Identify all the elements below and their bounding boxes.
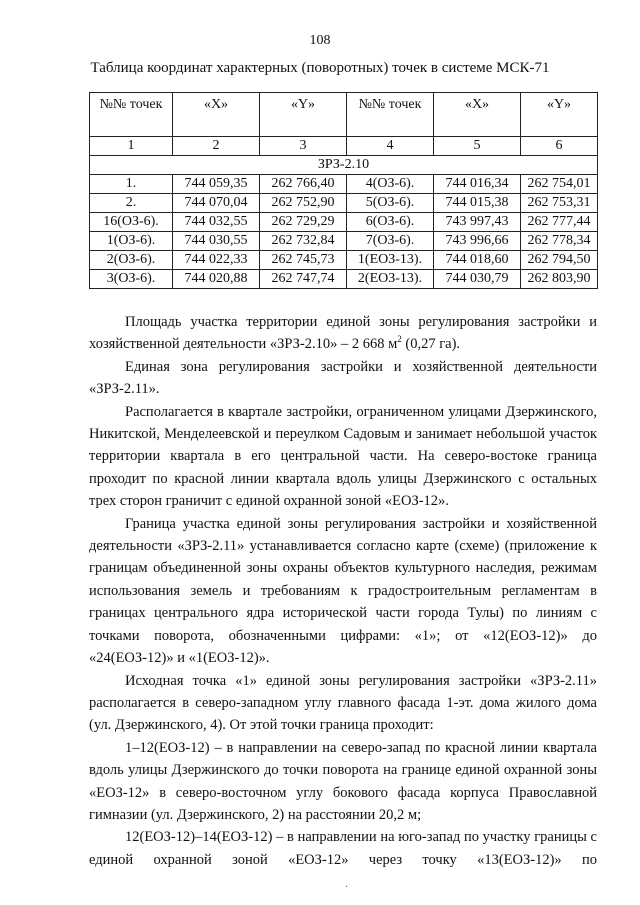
- header-cell: №№ точек: [347, 93, 434, 137]
- table-row: [90, 213, 598, 232]
- paragraph-start-point: Исходная точка «1» единой зоны регулирования застройки «ЗРЗ-2.11» располагается в северо-западном углу главного фасада 1-эт. дома жилого дома (ул. Дзержинского, 4). От этой точки граница проходит:: [89, 672, 597, 734]
- paragraph-segment-1: 1–12(ЕОЗ-12) – в направлении на северо-запад по красной линии квартала вдоль улицы Дзержинского до точки поворота на границе единой охранной зоны «ЕОЗ-12» в северо-восточном углу бокового фасада корпуса Православной гимназии (ул. Дзержинского, 2) на расстоянии 20,2 м;: [89, 739, 597, 823]
- table-row: [90, 251, 598, 270]
- table-cell: 262 754,01: [521, 175, 598, 194]
- table-cell: 743 997,43: [434, 213, 521, 232]
- table-cell: 262 745,73: [260, 251, 347, 270]
- header-cell: «Х»: [434, 93, 521, 137]
- column-number: 5: [434, 137, 521, 156]
- coordinates-table: [89, 92, 598, 289]
- area-text: Площадь участка территории единой зоны регулирования застройки и хозяйственной деятельности «ЗРЗ-2.10» – 2 668 м: [89, 314, 597, 353]
- table-row: [90, 232, 598, 251]
- table-row: [90, 270, 598, 289]
- table-cell: 743 996,66: [434, 232, 521, 251]
- header-cell: №№ точек: [90, 93, 173, 137]
- column-number-row: [90, 137, 598, 156]
- table-cell: 262 777,44: [521, 213, 598, 232]
- table-cell: 262 803,90: [521, 270, 598, 289]
- table-cell: 3(ОЗ-6).: [90, 270, 173, 289]
- table-row: [90, 194, 598, 213]
- table-cell: 744 070,04: [173, 194, 260, 213]
- table-title: Таблица координат характерных (поворотных) точек в системе МСК-71: [90, 60, 550, 76]
- scan-mark: ·: [345, 882, 349, 893]
- paragraph-segment-2: 12(ЕОЗ-12)–14(ЕОЗ-12) – в направлении на юго-запад по участку границы с единой охранной зоной «ЕОЗ-12» через точку «13(ЕОЗ-12)» по: [89, 829, 597, 868]
- table-cell: 262 766,40: [260, 175, 347, 194]
- table-cell: 2(ЕОЗ-13).: [347, 270, 434, 289]
- header-cell: «Y»: [260, 93, 347, 137]
- table-cell: 744 015,38: [434, 194, 521, 213]
- table-cell: 744 030,55: [173, 232, 260, 251]
- header-cell: «Y»: [521, 93, 598, 137]
- table-cell: 744 018,60: [434, 251, 521, 270]
- table-cell: 7(ОЗ-6).: [347, 232, 434, 251]
- page-number: 108: [309, 33, 331, 48]
- area-text-end: (0,27 га).: [401, 336, 461, 353]
- table-cell: 2(ОЗ-6).: [90, 251, 173, 270]
- table-cell: 1(ОЗ-6).: [90, 232, 173, 251]
- table-row: [90, 175, 598, 194]
- table-cell: 262 729,29: [260, 213, 347, 232]
- column-number: 1: [90, 137, 173, 156]
- table-cell: 4(ОЗ-6).: [347, 175, 434, 194]
- table-cell: 262 753,31: [521, 194, 598, 213]
- column-number: 6: [521, 137, 598, 156]
- table-cell: 6(ОЗ-6).: [347, 213, 434, 232]
- table-cell: 744 020,88: [173, 270, 260, 289]
- area-unit-superscript: 2: [397, 334, 402, 345]
- table-cell: 5(ОЗ-6).: [347, 194, 434, 213]
- table-cell: 262 732,84: [260, 232, 347, 251]
- table-cell: 262 747,74: [260, 270, 347, 289]
- column-number: 4: [347, 137, 434, 156]
- table-cell: 744 032,55: [173, 213, 260, 232]
- body-text: [89, 311, 597, 871]
- table-cell: 16(ОЗ-6).: [90, 213, 173, 232]
- table-cell: 744 022,33: [173, 251, 260, 270]
- table-header-row: [90, 93, 598, 137]
- paragraph-boundary: Граница участка единой зоны регулирования застройки и хозяйственной деятельности «ЗРЗ-2.11» устанавливается согласно карте (схеме) (приложение к границам объединенной зоны охраны объектов культурного наследия, режимам использования земель и требованиям к градостроительным регламентам в границах центрального ядра исторической части города Тулы) по линиям с точками поворота, обозначенными цифрами: «1»; от «12(ЕОЗ-12)» до «24(ЕОЗ-12)» и «1(ЕОЗ-12)».: [89, 515, 597, 667]
- zone-row: [90, 156, 598, 175]
- column-number: 2: [173, 137, 260, 156]
- table-cell: 744 030,79: [434, 270, 521, 289]
- paragraph-zone-heading: Единая зона регулирования застройки и хозяйственной деятельности «ЗРЗ-2.11».: [89, 358, 597, 398]
- column-number: 3: [260, 137, 347, 156]
- table-cell: 262 752,90: [260, 194, 347, 213]
- header-cell: «Х»: [173, 93, 260, 137]
- table-cell: 744 059,35: [173, 175, 260, 194]
- table-cell: 1(ЕОЗ-13).: [347, 251, 434, 270]
- table-cell: 262 778,34: [521, 232, 598, 251]
- table-cell: 262 794,50: [521, 251, 598, 270]
- zone-label: ЗРЗ-2.10: [90, 156, 598, 175]
- table-cell: 2.: [90, 194, 173, 213]
- table-cell: 1.: [90, 175, 173, 194]
- paragraph-area: [89, 311, 597, 356]
- table-cell: 744 016,34: [434, 175, 521, 194]
- paragraph-location: Располагается в квартале застройки, ограниченном улицами Дзержинского, Никитской, Менделеевской и переулком Садовым и занимает небольшой участок территории квартала в его центральной части. На северо-востоке граница проходит по красной линии квартала вдоль улицы Дзержинского с остальных трех сторон граничит с единой охранной зоной «ЕОЗ-12».: [89, 403, 597, 510]
